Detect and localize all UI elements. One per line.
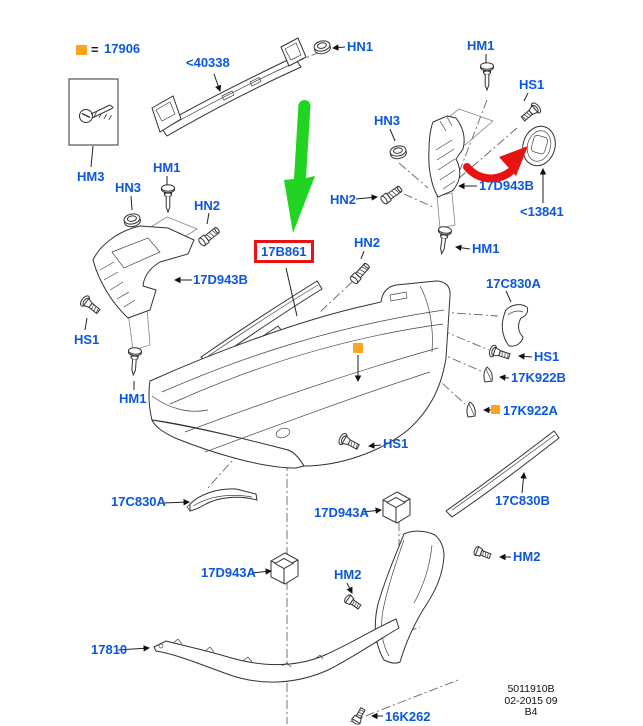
bracket-17d943b-right-drawing — [429, 116, 464, 197]
bracket-17d943b-left-drawing — [93, 226, 194, 318]
label-hs1-right-mid[interactable]: HS1 — [534, 349, 560, 364]
label-16k262[interactable]: 16K262 — [385, 709, 431, 724]
label-hn2-left[interactable]: HN2 — [194, 198, 221, 213]
molding-17c830a-left-drawing — [187, 489, 257, 511]
hm2-bolt-icon — [473, 546, 492, 561]
hm1-pin-icon — [481, 63, 494, 90]
label-hm1-right-mid[interactable]: HM1 — [472, 241, 500, 256]
legend-part-number-17906: 17906 — [104, 41, 141, 56]
hm1-pin-icon — [435, 226, 452, 255]
reinforcement-bar-40338-drawing — [152, 38, 306, 136]
label-hn1[interactable]: HN1 — [347, 39, 374, 54]
label-17810[interactable]: 17810 — [91, 642, 128, 657]
label-hm3[interactable]: HM3 — [77, 169, 105, 184]
footer-doc-info — [504, 684, 557, 719]
footer-date-code: 02-2015 09 — [504, 694, 558, 707]
label-17c830b[interactable]: 17C830B — [495, 493, 550, 508]
hn2-bolt-icon — [349, 262, 371, 285]
bracket-17d943a-center-drawing — [271, 553, 298, 584]
label-hn3-right[interactable]: HN3 — [374, 113, 401, 128]
label-17d943a-center[interactable]: 17D943A — [201, 565, 256, 580]
bracket-17d943a-right-drawing — [383, 492, 410, 523]
label-hm1-left[interactable]: HM1 — [153, 160, 181, 175]
hm2-bolt-icon — [343, 594, 362, 611]
valance-17810-drawing — [154, 619, 399, 682]
hn2-bolt-icon — [380, 185, 404, 205]
clip-17k922a-drawing — [467, 402, 475, 417]
label-hm2-right[interactable]: HM2 — [513, 549, 541, 564]
label-17d943b-right[interactable]: 17D943B — [479, 178, 534, 193]
label-17k922b[interactable]: 17K922B — [511, 370, 566, 385]
hn3-nut-icon — [123, 213, 141, 228]
hm1-pin-icon — [127, 347, 142, 375]
label-13841[interactable]: <13841 — [520, 204, 564, 219]
16k262-screw-icon — [351, 707, 367, 726]
label-17d943a-right[interactable]: 17D943A — [314, 505, 369, 520]
hn2-bolt-icon — [197, 226, 220, 247]
footer-doc-number: 5011910B — [507, 683, 555, 695]
hm1-pin-icon — [162, 185, 175, 212]
footer-page-code: B4 — [524, 706, 538, 718]
label-hm1-top-right[interactable]: HM1 — [467, 38, 495, 53]
clip-17k922b-drawing — [484, 367, 492, 382]
legend-marker-square — [76, 45, 87, 55]
label-17c830a-left[interactable]: 17C830A — [111, 494, 166, 509]
label-hm2-center[interactable]: HM2 — [334, 567, 362, 582]
hs1-screw-icon — [488, 344, 511, 362]
grommet-13841-drawing — [518, 122, 560, 169]
label-17k922a[interactable]: 17K922A — [503, 403, 558, 418]
red-curved-arrow — [467, 146, 528, 178]
hn3-nut-icon — [389, 145, 407, 160]
label-hn2-mid[interactable]: HN2 — [330, 192, 357, 207]
label-hn3-left[interactable]: HN3 — [115, 180, 142, 195]
label-17d943b-left[interactable]: 17D943B — [193, 272, 248, 287]
label-17c830a-right[interactable]: 17C830A — [486, 276, 541, 291]
label-hs1-bottom[interactable]: HS1 — [383, 436, 409, 451]
hn1-nut-icon — [313, 39, 331, 55]
hs1-screw-icon — [79, 294, 102, 316]
label-hm1-left-low[interactable]: HM1 — [119, 391, 147, 406]
legend-equals-sign: = — [91, 42, 99, 57]
label-hs1-left[interactable]: HS1 — [74, 332, 100, 347]
green-arrow — [284, 100, 315, 233]
hm3-screw-box — [69, 79, 118, 145]
orange-square-marker — [491, 405, 500, 414]
highlighted-part-label-17b861[interactable]: 17B861 — [254, 240, 314, 263]
label-40338[interactable]: <40338 — [186, 55, 230, 70]
label-hn2-center[interactable]: HN2 — [354, 235, 381, 250]
corner-section-drawing — [375, 531, 444, 663]
label-hs1-top-right[interactable]: HS1 — [519, 77, 545, 92]
hs1-screw-icon — [519, 101, 542, 123]
bracket-17c830a-right-drawing — [502, 305, 527, 347]
orange-square-marker — [353, 343, 363, 353]
